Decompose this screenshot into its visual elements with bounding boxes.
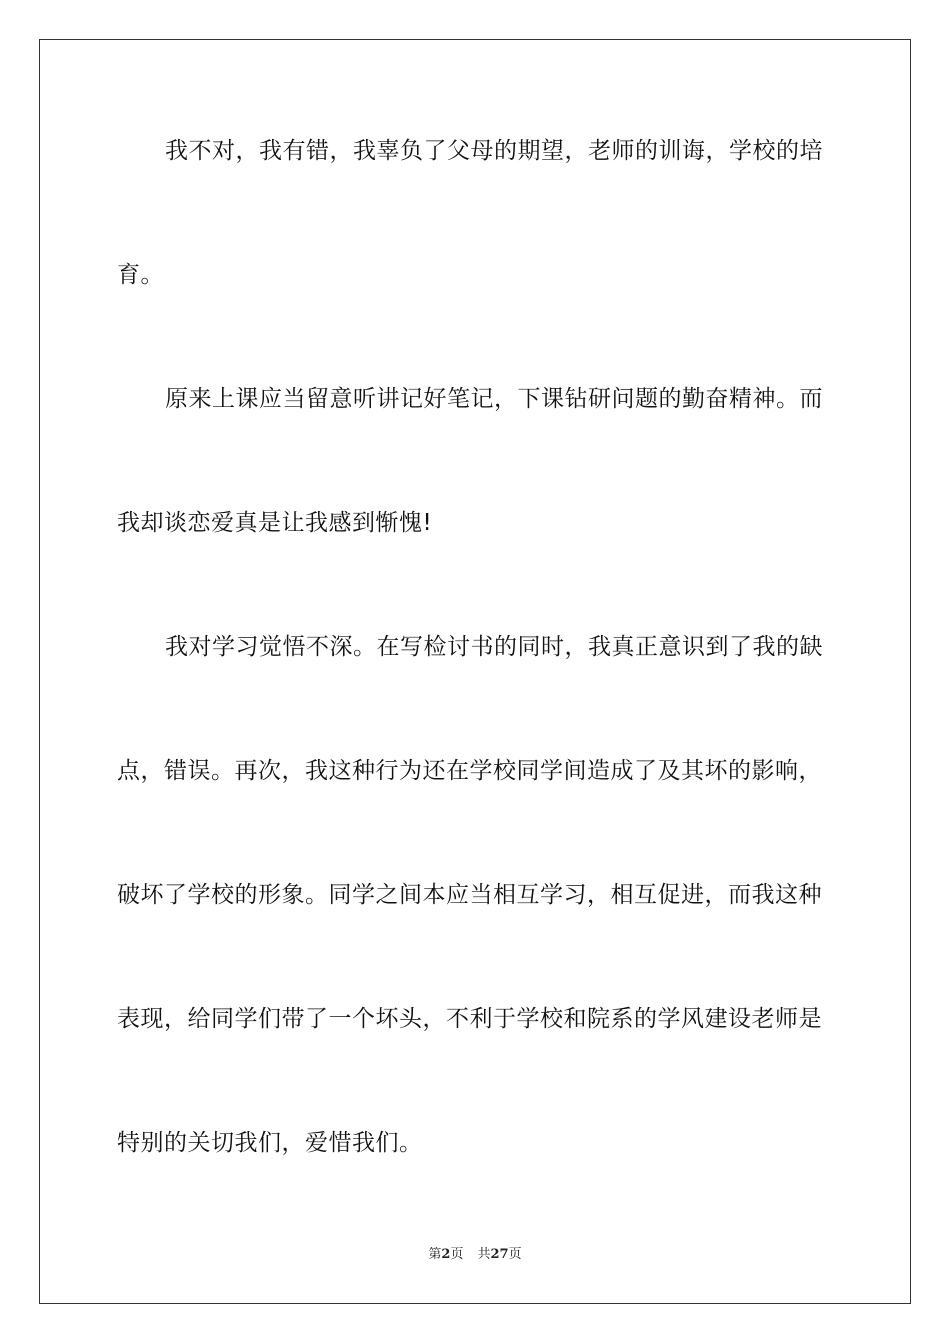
page-frame [39,39,911,1304]
paragraph-3-line-4: 表现，给同学们带了一个坏头，不利于学校和院系的学风建设老师是 [117,1006,822,1032]
paragraph-3-line-1: 我对学习觉悟不深。在写检讨书的同时，我真正意识到了我的缺 [165,634,823,660]
paragraph-2-line-1: 原来上课应当留意听讲记好笔记，下课钻研问题的勤奋精神。而 [165,386,823,412]
total-pages: 27 [490,1247,509,1262]
total-prefix: 共 [477,1247,491,1262]
page-prefix: 第 [428,1247,442,1262]
paragraph-1-line-1: 我不对，我有错，我辜负了父母的期望，老师的训诲，学校的培 [165,138,823,164]
paragraph-3-line-2: 点，错误。再次，我这种行为还在学校同学间造成了及其坏的影响， [117,758,822,784]
page-footer [0,1246,950,1264]
paragraph-3-line-5: 特别的关切我们，爱惜我们。 [117,1130,423,1156]
paragraph-3-line-3: 破坏了学校的形象。同学之间本应当相互学习，相互促进，而我这种 [117,882,822,908]
total-suffix: 页 [508,1247,522,1262]
page-number: 2 [441,1247,451,1262]
page-suffix: 页 [450,1247,464,1262]
paragraph-1-line-2: 育。 [117,262,164,288]
paragraph-2-line-2: 我却谈恋爱真是让我感到惭愧! [117,510,433,536]
